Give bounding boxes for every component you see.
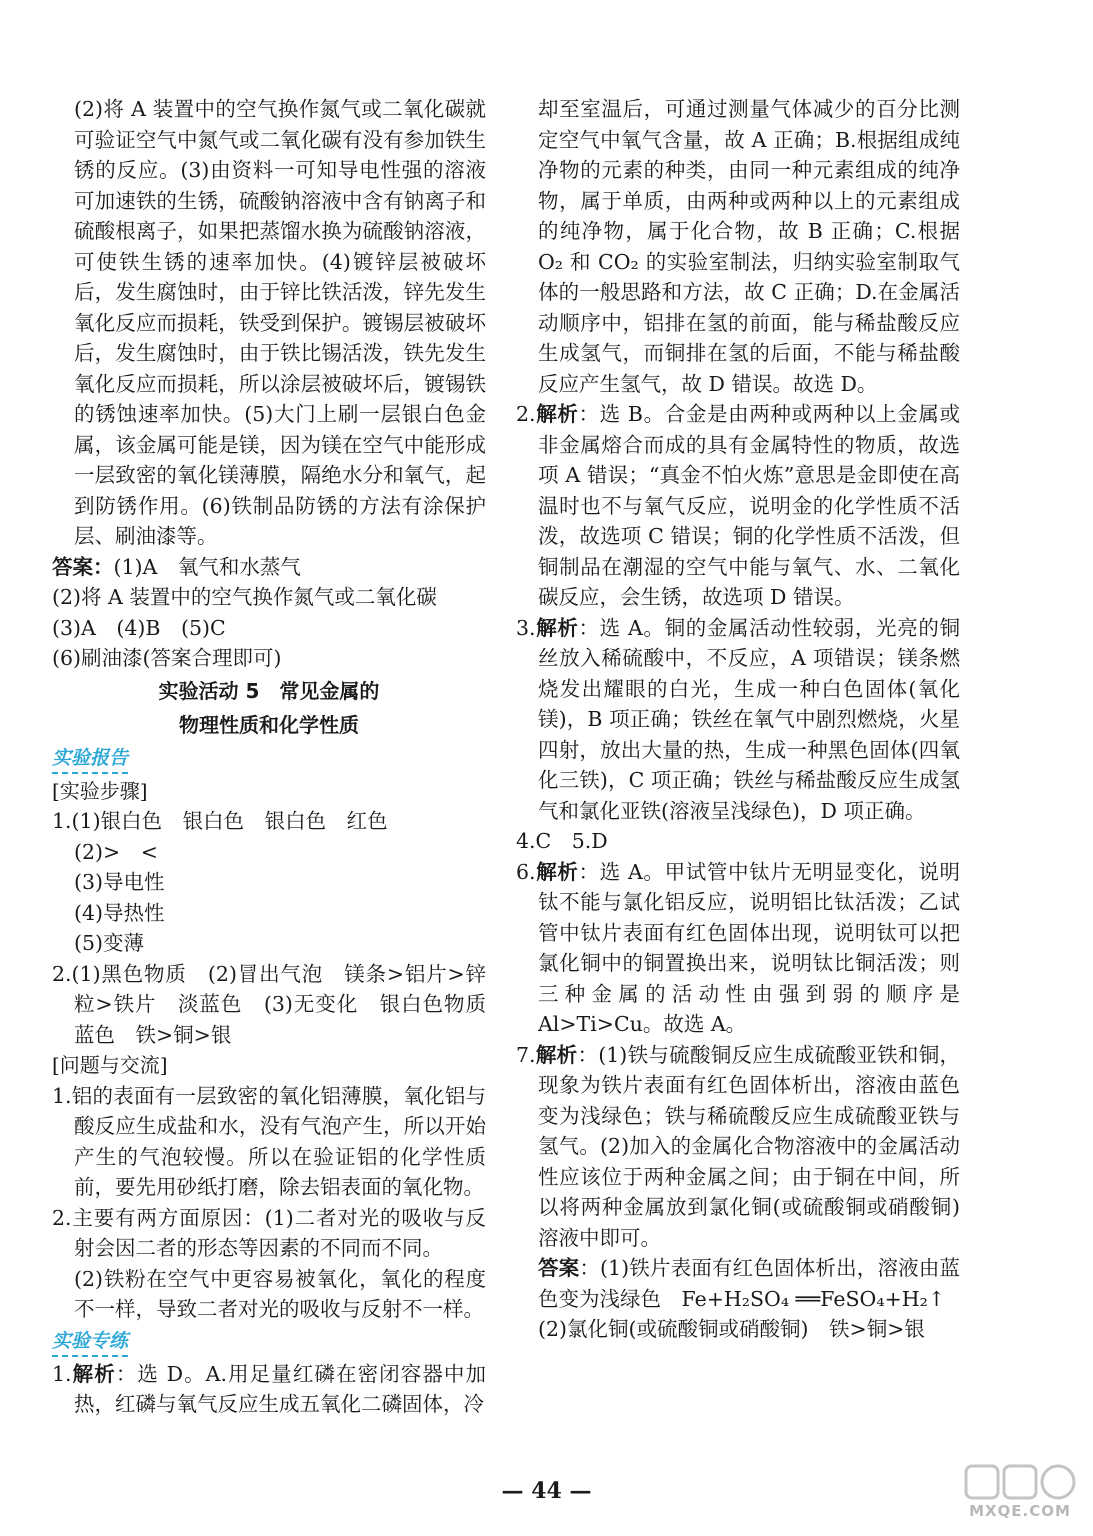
watermark-icon xyxy=(960,1462,1080,1506)
list-item: 7.解析：(1)铁与硫酸铜反应生成硫酸亚铁和铜，现象为铁片表面有红色固体析出，溶液由蓝色变为浅绿色；铁与稀硫酸反应生成硫酸亚铁与氢气。(2)加入的金属化合物溶液中的金属活动性应该位于两种金属之间；由于铜在中间，所以将两种金属放到氯化铜(或硫酸铜或硝酸铜)溶液中即可。 xyxy=(516,1042,960,1250)
answer-line: (3)A (4)B (5)C xyxy=(52,615,226,640)
section-title: 物理性质和化学性质 xyxy=(179,712,359,737)
answer-line: (6)刷油漆(答案合理即可) xyxy=(52,646,282,670)
answer-line: (2)氯化铜(或硫酸铜或硝酸铜) 铁>铜>银 xyxy=(538,1317,925,1341)
watermark-logo xyxy=(960,1462,1080,1526)
section-tag-practice: 实验专练 xyxy=(52,1327,128,1357)
list-item: 1.解析：选 D。A.用足量红磷在密闭容器中加热，红磷与氧气反应生成五氧化二磷固体，冷 xyxy=(52,1361,486,1416)
answer-label: 答案： xyxy=(52,554,114,579)
list-item: 1.铝的表面有一层致密的氧化铝薄膜，氧化铝与酸反应生成盐和水，没有气泡产生，所以开始产生的气泡较慢。所以在验证铝的化学性质前，要先用砂纸打磨，除去铝表面的氧化物。 xyxy=(52,1083,486,1199)
section-title: 实验活动 5 常见金属的 xyxy=(158,678,380,703)
list-item: 4.C 5.D xyxy=(516,829,608,853)
list-item: (5)变薄 xyxy=(74,931,145,955)
list-item: (3)导电性 xyxy=(74,870,165,894)
subsection-heading: [问题与交流] xyxy=(52,1053,168,1077)
answer-line: (1)A 氧气和水蒸气 xyxy=(113,554,301,579)
list-item: 6.解析：选 A。甲试管中钛片无明显变化，说明钛不能与氯化铝反应，说明铝比钛活泼；乙试管中钛片表面有红色固体出现，说明钛可以把氯化铜中的铜置换出来，说明钛比铜活泼；则三种金属的活动性由强到弱的顺序是 Al>Ti>Cu。故选 A。 xyxy=(516,859,961,1036)
list-item: 2.(1)黑色物质 (2)冒出气泡 镁条>铝片>锌粒>铁片 淡蓝色 (3)无变化 银白色物质 蓝色 铁>铜>银 xyxy=(52,961,507,1047)
answer-line: 答案：(1)铁片表面有红色固体析出，溶液由蓝色变为浅绿色 Fe+H₂SO₄ ══FeSO₄+H₂↑ xyxy=(538,1256,961,1311)
left-column xyxy=(52,94,507,1420)
section-tag-report: 实验报告 xyxy=(52,744,128,774)
watermark-text: MXQE.COM xyxy=(969,1502,1071,1520)
list-item: 1.(1)银白色 银白色 银白色 红色 xyxy=(52,809,388,833)
answer-line: (2)将 A 装置中的空气换作氮气或二氧化碳 xyxy=(52,585,437,609)
list-item: (4)导热性 xyxy=(74,900,165,925)
list-item: 2.解析：选 B。合金是由两种或两种以上金属或非金属熔合而成的具有金属特性的物质，故选项 A 错误；“真金不怕火炼”意思是金即使在高温时也不与氧气反应，说明金的化学性质不活泼，故选项 C 错误；铜的化学性质不活泼，但铜制品在潮湿的空气中能与氧气、水、二氧化碳反应，会生锈，故选项 D 错误。 xyxy=(516,402,960,609)
list-item: 3.解析：选 A。铜的金属活动性较弱，光亮的铜丝放入稀硫酸中，不反应，A 项错误；镁条燃烧发出耀眼的白光，生成一种白色固体(氧化镁)，B 项正确；铁丝在氧气中剧烈燃烧，火星四射，放出大量的热，生成一种黑色固体(四氧化三铁)，C 项正确；铁丝与稀盐酸反应生成氢气和氯化亚铁(溶液呈浅绿色)，D 项正确。 xyxy=(516,615,961,823)
right-column xyxy=(516,94,960,1345)
list-item: (2)铁粉在空气中更容易被氧化，氧化的程度不一样，导致二者对光的吸收与反射不一样。 xyxy=(74,1266,486,1321)
page-number: — 44 — xyxy=(501,1478,592,1504)
list-item: 2.主要有两方面原因：(1)二者对光的吸收与反射会因二者的形态等因素的不同而不同。 xyxy=(52,1205,486,1260)
list-item: (2)> < xyxy=(74,839,158,864)
subsection-heading: [实验步骤] xyxy=(52,778,148,803)
answer-paragraph: 却至室温后，可通过测量气体减少的百分比测定空气中氧气含量，故 A 正确；B.根据组成纯净物的元素的种类，由同一种元素组成的纯净物，属于单质，由两种或两种以上的元素组成的纯净物，属于化合物，故 B 正确；C.根据 O₂ 和 CO₂ 的实验室制法，归纳实验室制取气体的一般思路和方法，故 C 正确；D.在金属活动顺序中，铝排在氢的前面，能与稀盐酸反应生成氢气，而铜排在氢的后面，不能与稀盐酸反应产生氢气，故 D 错误。故选 D。 xyxy=(538,97,960,396)
answer-paragraph: (2)将 A 装置中的空气换作氮气或二氧化碳就可验证空气中氮气或二氧化碳有没有参加铁生锈的反应。(3)由资料一可知导电性强的溶液可加速铁的生锈，硫酸钠溶液中含有钠离子和硫酸根离子，如果把蒸馏水换为硫酸钠溶液，可使铁生锈的速率加快。(4)镀锌层被破坏后，发生腐蚀时，由于锌比铁活泼，锌先发生氧化反应而损耗，铁受到保护。镀锡层被破坏后，发生腐蚀时，由于铁比锡活泼，铁先发生氧化反应而损耗，所以涂层被破坏后，镀锡铁的锈蚀速率加快。(5)大门上刷一层银白色金属，该金属可能是镁，因为镁在空气中能形成一层致密的氧化镁薄膜，隔绝水分和氧气，起到防锈作用。(6)铁制品防锈的方法有涂保护层、刷油漆等。 xyxy=(74,97,486,548)
